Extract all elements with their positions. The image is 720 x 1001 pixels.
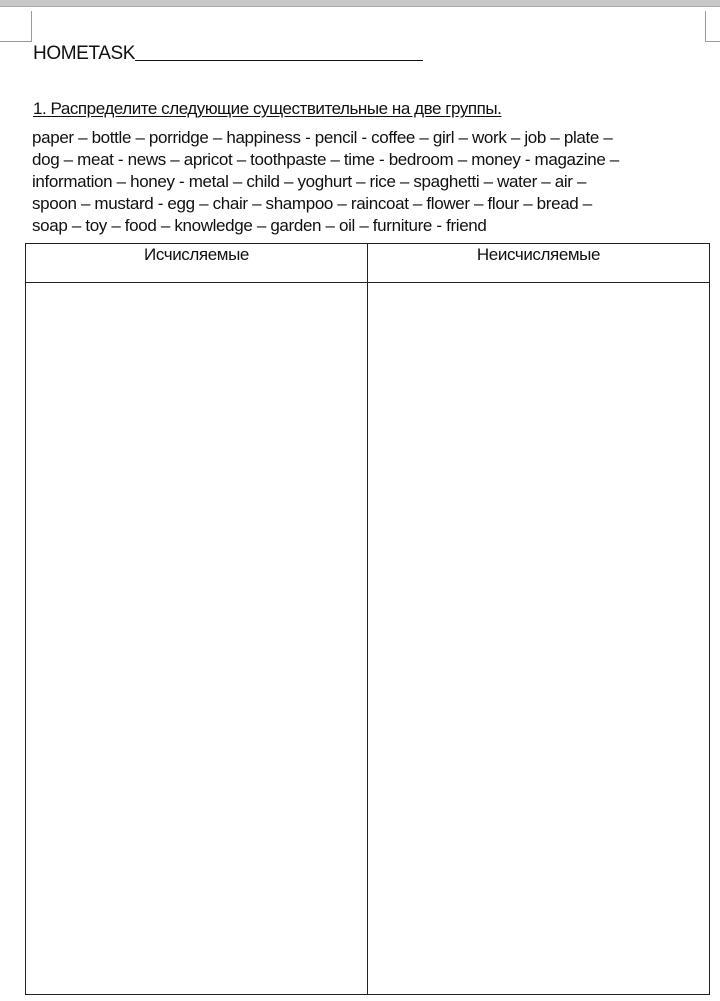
word-list-line: soap – toy – food – knowledge – garden – oil – furniture - friend xyxy=(32,216,487,235)
crop-mark-right xyxy=(705,11,720,42)
task-instruction: 1. Распределите следующие существительные на две группы. xyxy=(33,99,502,118)
window-top-bar xyxy=(0,0,720,7)
word-list-line: spoon – mustard - egg – chair – shampoo – raincoat – flower – flour – bread – xyxy=(32,194,592,213)
word-list-line: information – honey - metal – child – yoghurt – rice – spaghetti – water – air – xyxy=(32,172,587,191)
name-blank-line xyxy=(135,59,423,61)
hometask-heading xyxy=(33,43,423,65)
sorting-table xyxy=(25,243,710,995)
column-header-uncountable: Неисчисляемые xyxy=(368,244,710,283)
word-list-line: dog – meat - news – apricot – toothpaste – time - bedroom – money - magazine – xyxy=(32,150,619,169)
uncountable-answer-cell[interactable] xyxy=(368,283,710,995)
word-list-line: paper – bottle – porridge – happiness - pencil - coffee – girl – work – job – plate – xyxy=(32,128,613,147)
column-header-countable: Исчисляемые xyxy=(26,244,368,283)
word-list xyxy=(32,127,708,237)
document-page xyxy=(0,7,720,1001)
hometask-title: HOMETASK xyxy=(33,43,136,64)
countable-answer-cell[interactable] xyxy=(26,283,368,995)
crop-mark-left xyxy=(0,11,32,42)
